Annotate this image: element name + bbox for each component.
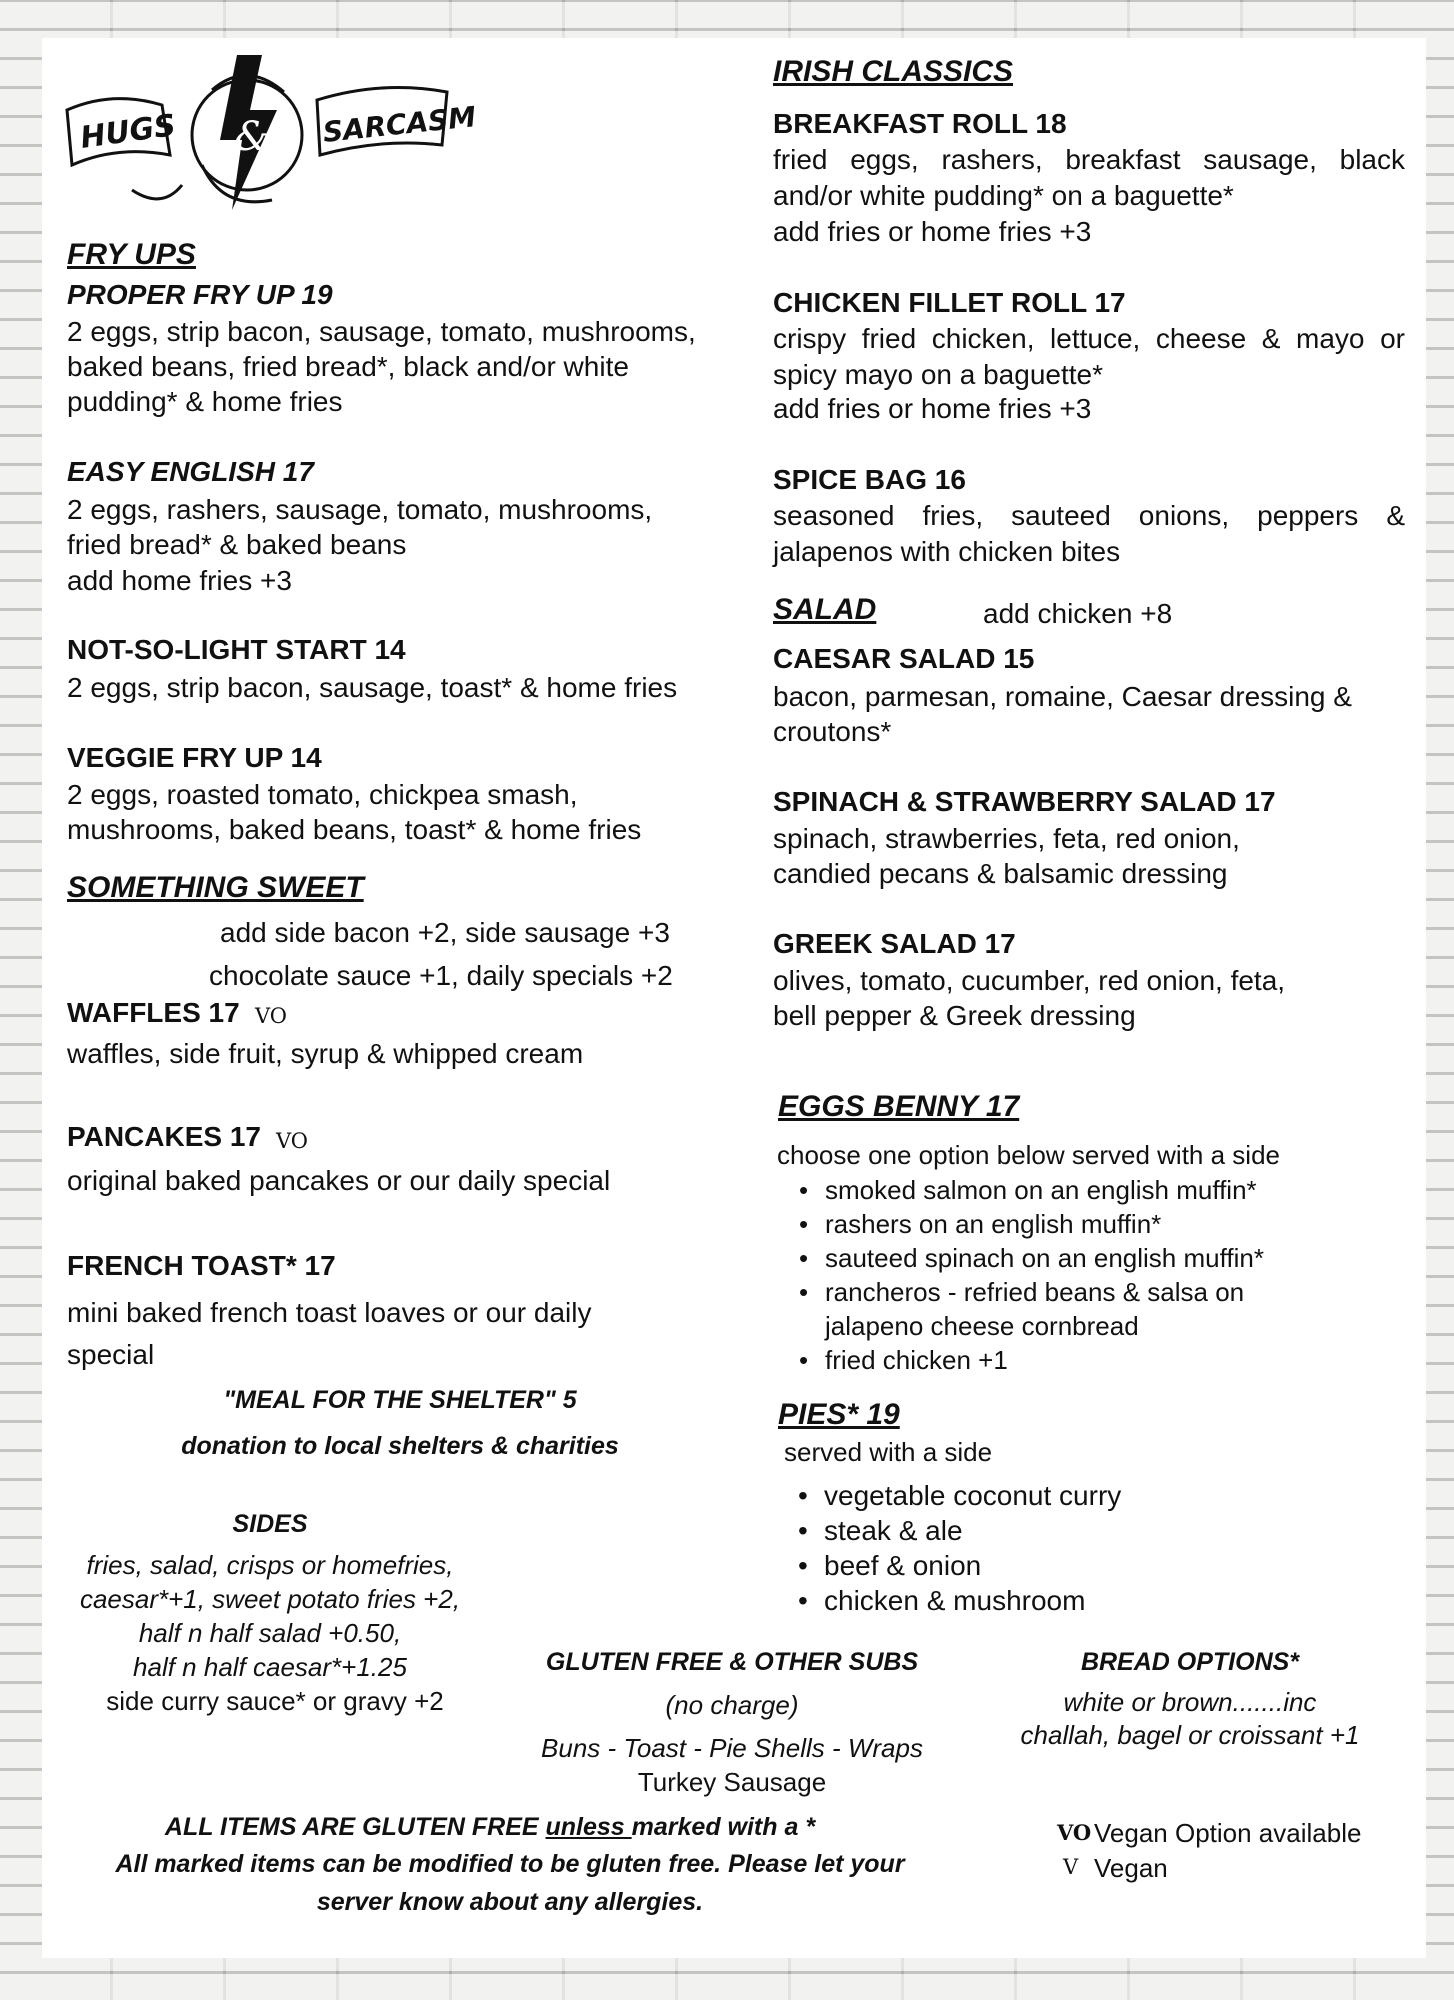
sides-heading: SIDES <box>232 1510 308 1538</box>
list-item: • rancheros - refried beans & salsa on jalapeno cheese cornbread <box>791 1275 1321 1343</box>
fry-ups-heading: FRY UPS <box>67 238 196 271</box>
pies-intro: served with a side <box>784 1437 993 1467</box>
gluten-free-line-2: Buns - Toast - Pie Shells - Wraps <box>541 1733 923 1763</box>
chicken-fillet-roll-desc: crispy fried chicken, lettuce, cheese & mayo or spicy mayo on a baguette* <box>773 323 1405 390</box>
sides-line-5: side curry sauce* or gravy +2 <box>106 1686 444 1716</box>
logo-ampersand: & <box>234 114 270 160</box>
meal-for-shelter-title: "MEAL FOR THE SHELTER" 5 <box>223 1386 577 1414</box>
not-so-light-start-name: NOT-SO-LIGHT START 14 <box>67 634 406 665</box>
bread-options-heading: BREAD OPTIONS* <box>1080 1648 1300 1676</box>
gluten-modification-note: All marked items can be modified to be gluten free. Please let your <box>115 1850 905 1878</box>
gluten-free-line-3: Turkey Sausage <box>637 1767 827 1797</box>
eggs-benny-intro: choose one option below served with a side <box>777 1140 1280 1170</box>
logo-right-word: SARCASM <box>321 100 478 149</box>
breakfast-roll-extra: add fries or home fries +3 <box>773 216 1092 247</box>
gluten-free-notice-a: ALL ITEMS ARE GLUTEN FREE <box>164 1813 546 1841</box>
spice-bag-desc: seasoned fries, sauteed onions, peppers & jalapenos with chicken bites <box>773 500 1405 567</box>
sides-line-3: half n half salad +0.50, <box>138 1618 402 1648</box>
vegan-option-icon: VO <box>1057 1820 1092 1845</box>
greek-salad-desc: olives, tomato, cucumber, red onion, feta, bell pepper & Greek dressing <box>773 965 1286 1031</box>
chicken-fillet-roll-extra: add fries or home fries +3 <box>773 393 1092 424</box>
french-toast-desc: mini baked french toast loaves or our daily special <box>67 1297 592 1370</box>
list-item: • sauteed spinach on an english muffin* <box>791 1241 1321 1275</box>
easy-english-desc: 2 eggs, rashers, sausage, tomato, mushrooms, fried bread* & baked beans <box>67 494 653 560</box>
gluten-free-heading: GLUTEN FREE & OTHER SUBS <box>545 1648 919 1676</box>
vegan-icon: V <box>1063 1855 1079 1879</box>
vegan-option-icon: VO <box>255 1004 288 1028</box>
irish-classics-heading: IRISH CLASSICS <box>773 55 1014 88</box>
pies-options <box>790 1478 1121 1618</box>
spice-bag-name: SPICE BAG 16 <box>773 464 966 495</box>
hugs-and-sarcasm-logo <box>62 50 478 220</box>
list-item: • vegetable coconut curry <box>790 1478 1121 1513</box>
greek-salad-name: GREEK SALAD 17 <box>773 928 1016 959</box>
something-sweet-heading: SOMETHING SWEET <box>67 871 364 904</box>
proper-fry-up-desc: 2 eggs, strip bacon, sausage, tomato, mushrooms, baked beans, fried bread*, black and/or white pudding* & home fries <box>67 316 696 417</box>
bread-options-line-2: challah, bagel or croissant +1 <box>1020 1720 1360 1750</box>
vegan-option-label: Vegan Option available <box>1094 1818 1362 1848</box>
caesar-salad-name: CAESAR SALAD 15 <box>773 643 1035 674</box>
breakfast-roll-name: BREAKFAST ROLL 18 <box>773 108 1067 139</box>
allergy-note: server know about any allergies. <box>316 1888 704 1916</box>
caesar-salad-desc: bacon, parmesan, romaine, Caesar dressing & croutons* <box>773 681 1352 747</box>
list-item: • beef & onion <box>790 1548 1121 1583</box>
salad-addon: add chicken +8 <box>983 598 1173 629</box>
spinach-strawberry-salad-name: SPINACH & STRAWBERRY SALAD 17 <box>773 786 1276 817</box>
vegan-option-icon: VO <box>276 1129 309 1153</box>
easy-english-extra: add home fries +3 <box>67 565 292 596</box>
chicken-fillet-roll-name: CHICKEN FILLET ROLL 17 <box>773 287 1126 318</box>
french-toast-name: FRENCH TOAST* 17 <box>67 1250 336 1281</box>
sides-line-1: fries, salad, crisps or homefries, <box>86 1550 454 1580</box>
veggie-fry-up-name: VEGGIE FRY UP 14 <box>67 742 322 773</box>
gluten-free-line-1: (no charge) <box>665 1690 799 1720</box>
pancakes-name: PANCAKES 17 <box>67 1121 261 1152</box>
easy-english-name: EASY ENGLISH 17 <box>67 456 314 487</box>
list-item: • smoked salmon on an english muffin* <box>791 1173 1321 1207</box>
waffles-desc: waffles, side fruit, syrup & whipped cream <box>67 1038 584 1069</box>
spinach-strawberry-salad-desc: spinach, strawberries, feta, red onion, candied pecans & balsamic dressing <box>773 823 1240 889</box>
list-item: • fried chicken +1 <box>791 1343 1321 1377</box>
eggs-benny-options <box>791 1173 1321 1377</box>
proper-fry-up-name: PROPER FRY UP 19 <box>67 279 333 310</box>
breakfast-roll-desc: fried eggs, rashers, breakfast sausage, black and/or white pudding* on a baguette* <box>773 144 1405 211</box>
list-item: • steak & ale <box>790 1513 1121 1548</box>
list-item: • rashers on an english muffin* <box>791 1207 1321 1241</box>
veggie-fry-up-desc: 2 eggs, roasted tomato, chickpea smash, mushrooms, baked beans, toast* & home fries <box>67 779 642 845</box>
list-item: • chicken & mushroom <box>790 1583 1121 1618</box>
eggs-benny-heading: EGGS BENNY 17 <box>778 1090 1020 1123</box>
gluten-free-notice-b: marked with a * <box>631 1813 816 1841</box>
sweet-addons-line1: add side bacon +2, side sausage +3 <box>220 917 670 948</box>
waffles-name: WAFFLES 17 <box>67 997 240 1028</box>
vegan-label: Vegan <box>1094 1853 1168 1883</box>
gluten-free-notice-unless: unless <box>545 1813 632 1841</box>
sweet-addons-line2: chocolate sauce +1, daily specials +2 <box>209 960 673 991</box>
sides-line-2: caesar*+1, sweet potato fries +2, <box>79 1584 461 1614</box>
meal-for-shelter-desc: donation to local shelters & charities <box>181 1432 619 1460</box>
logo-left-word: HUGS <box>78 107 178 156</box>
gluten-free-notice <box>100 1813 880 1842</box>
sides-line-4: half n half caesar*+1.25 <box>133 1652 407 1682</box>
not-so-light-start-desc: 2 eggs, strip bacon, sausage, toast* & home fries <box>67 672 678 703</box>
pancakes-desc: original baked pancakes or our daily special <box>67 1165 611 1196</box>
bread-options-line-1: white or brown.......inc <box>1063 1687 1317 1717</box>
salad-heading: SALAD <box>773 593 877 626</box>
pies-heading: PIES* 19 <box>778 1398 900 1431</box>
